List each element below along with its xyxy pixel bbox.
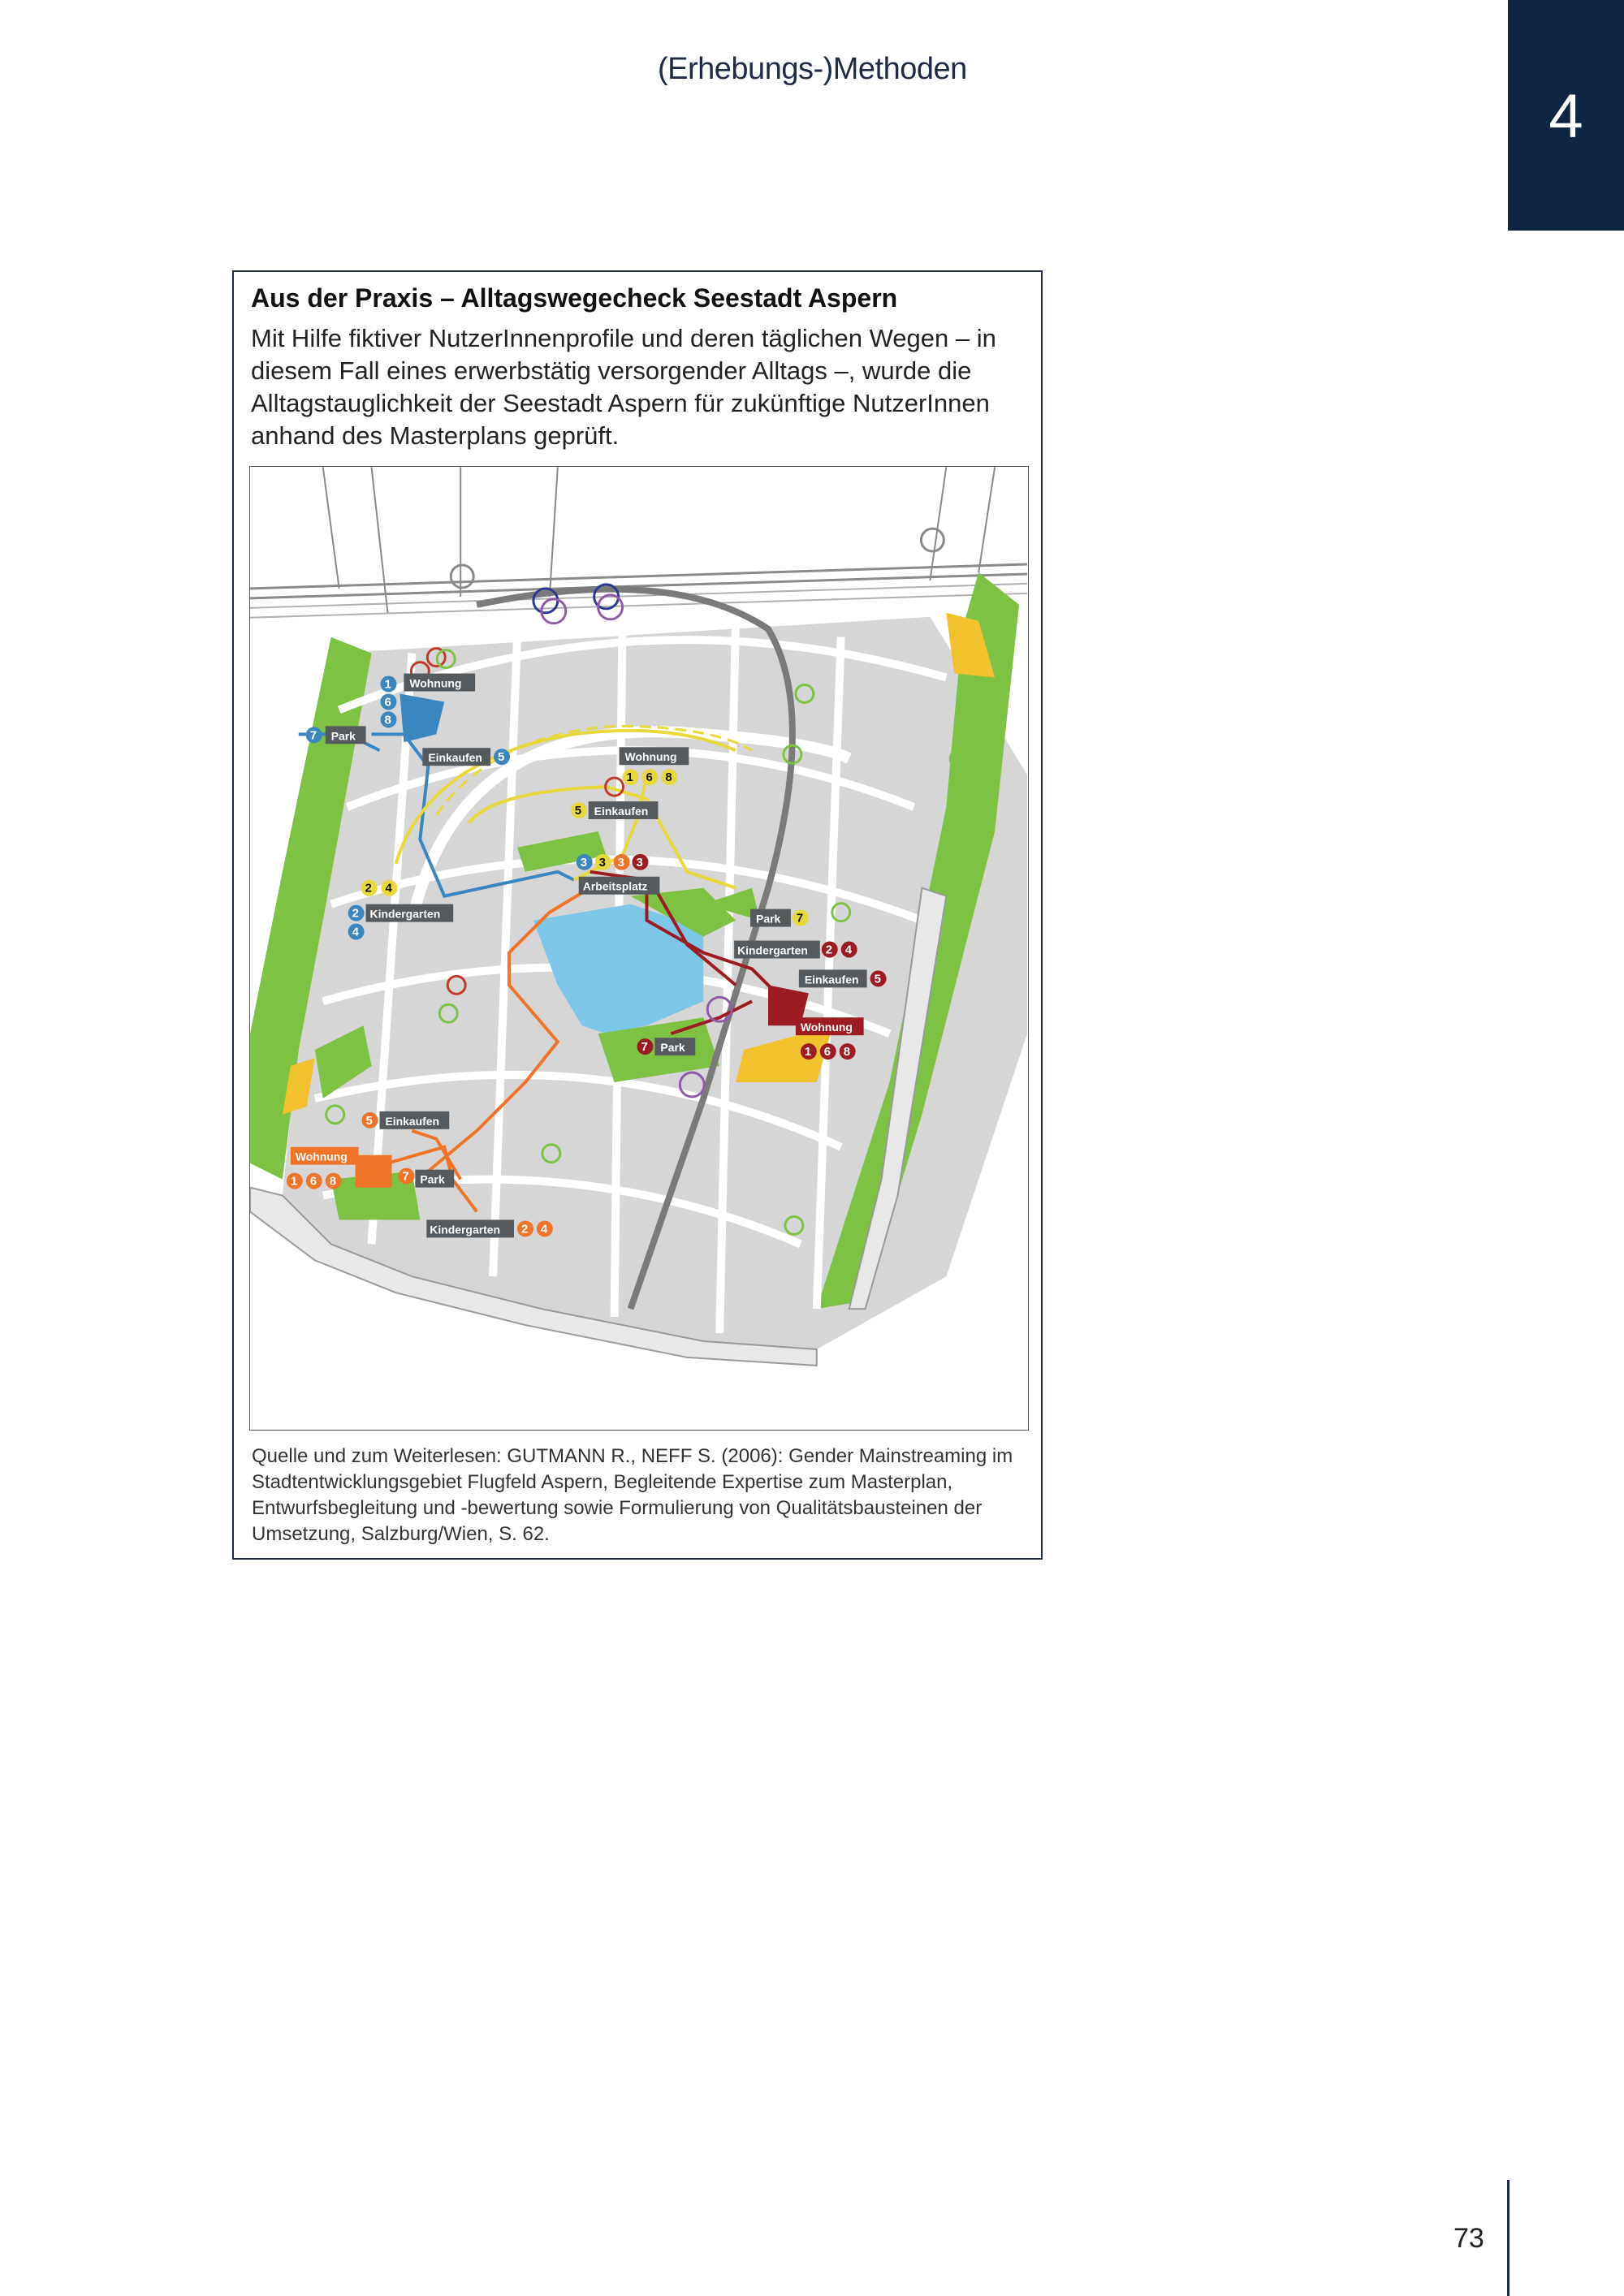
label-orange-park xyxy=(415,1170,454,1188)
box-body: Mit Hilfe fiktiver NutzerInnenprofile und deren täglichen Wegen – in diesem Fall eines erwerbstätig versorgender Alltags –, wurde die Alltagstauglichkeit der Seestadt Aspern für zukünftige NutzerInnen anhand des Masterplans geprüft. xyxy=(251,324,996,450)
svg-text:1: 1 xyxy=(384,677,391,692)
svg-text:Einkaufen: Einkaufen xyxy=(385,1114,440,1128)
svg-text:1: 1 xyxy=(290,1174,298,1189)
svg-text:Park: Park xyxy=(420,1172,445,1186)
svg-text:Park: Park xyxy=(756,912,781,926)
label-yellow-park xyxy=(750,909,791,927)
svg-text:Einkaufen: Einkaufen xyxy=(594,805,649,818)
label-yellow-einkaufen xyxy=(589,801,659,819)
svg-text:3: 3 xyxy=(580,855,588,870)
svg-text:Einkaufen: Einkaufen xyxy=(428,751,482,765)
svg-text:4: 4 xyxy=(540,1222,548,1236)
svg-text:7: 7 xyxy=(796,911,804,926)
svg-text:5: 5 xyxy=(574,804,582,818)
svg-text:2: 2 xyxy=(825,943,833,957)
svg-text:4: 4 xyxy=(352,925,359,939)
svg-text:3: 3 xyxy=(617,855,624,870)
svg-text:5: 5 xyxy=(498,750,505,765)
chapter-tab xyxy=(1508,0,1624,231)
svg-text:Park: Park xyxy=(660,1041,685,1055)
label-blue-wohnung xyxy=(404,674,475,692)
svg-text:3: 3 xyxy=(636,855,643,870)
label-orange-wohnung xyxy=(291,1147,359,1165)
chapter-number: 4 xyxy=(1548,82,1583,151)
label-orange-kindergarten xyxy=(426,1219,514,1237)
practice-box xyxy=(232,270,1043,1560)
svg-text:Arbeitsplatz: Arbeitsplatz xyxy=(582,879,648,893)
label-blue-park xyxy=(326,726,366,744)
page-number: 73 xyxy=(1453,2223,1484,2254)
masterplan-map xyxy=(249,466,1029,1431)
label-blue-kindergarten xyxy=(366,904,454,922)
label-orange-einkaufen xyxy=(380,1111,450,1129)
label-blue-einkaufen xyxy=(422,748,490,766)
svg-text:6: 6 xyxy=(309,1174,317,1189)
svg-text:7: 7 xyxy=(641,1040,648,1055)
svg-text:3: 3 xyxy=(598,855,606,870)
svg-text:4: 4 xyxy=(385,881,392,896)
svg-text:1: 1 xyxy=(804,1045,812,1060)
svg-text:6: 6 xyxy=(384,695,391,710)
label-red-wohnung xyxy=(796,1017,864,1035)
svg-text:5: 5 xyxy=(874,972,881,986)
svg-text:1: 1 xyxy=(626,770,633,785)
source-citation: Quelle und zum Weiterlesen: GUTMANN R., NEFF S. (2006): Gender Mainstreaming im Stadtentwicklungsgebiet Flugfeld Aspern, Begleitende Expertise zum Masterplan, Entwurfsbegleitung und -bewertung sowie Formulierung von Qualitätsbausteinen der Umsetzung, Salzburg/Wien, S. 62. xyxy=(252,1445,1013,1545)
label-red-kindergarten xyxy=(734,941,820,959)
svg-text:Park: Park xyxy=(330,729,356,743)
svg-text:Kindergarten: Kindergarten xyxy=(430,1223,501,1236)
svg-text:2: 2 xyxy=(352,906,359,921)
svg-text:8: 8 xyxy=(843,1045,851,1060)
svg-text:7: 7 xyxy=(402,1169,409,1184)
svg-text:Wohnung: Wohnung xyxy=(800,1021,853,1034)
svg-text:8: 8 xyxy=(384,713,391,727)
label-red-einkaufen xyxy=(799,969,867,987)
svg-text:8: 8 xyxy=(329,1174,337,1189)
svg-text:Einkaufen: Einkaufen xyxy=(804,973,859,986)
map-svg xyxy=(250,467,1027,1429)
svg-text:5: 5 xyxy=(365,1113,373,1128)
label-yellow-wohnung xyxy=(620,747,689,765)
box-title: Aus der Praxis – Alltagswegecheck Seestadt Aspern xyxy=(251,283,898,313)
footer-rule xyxy=(1507,2180,1510,2296)
svg-text:Wohnung: Wohnung xyxy=(409,676,462,690)
label-arbeitsplatz xyxy=(579,877,660,895)
svg-text:4: 4 xyxy=(844,943,853,957)
svg-text:7: 7 xyxy=(309,728,317,743)
svg-text:6: 6 xyxy=(646,770,653,785)
svg-text:2: 2 xyxy=(365,881,372,896)
svg-text:8: 8 xyxy=(665,770,672,785)
svg-text:Kindergarten: Kindergarten xyxy=(369,907,441,921)
svg-text:2: 2 xyxy=(520,1222,529,1236)
svg-text:Wohnung: Wohnung xyxy=(624,750,677,764)
svg-text:6: 6 xyxy=(823,1045,831,1060)
svg-text:Wohnung: Wohnung xyxy=(295,1150,348,1163)
label-red-park xyxy=(654,1038,695,1055)
section-title: (Erhebungs-)Methoden xyxy=(658,52,967,86)
svg-text:Kindergarten: Kindergarten xyxy=(737,943,808,957)
